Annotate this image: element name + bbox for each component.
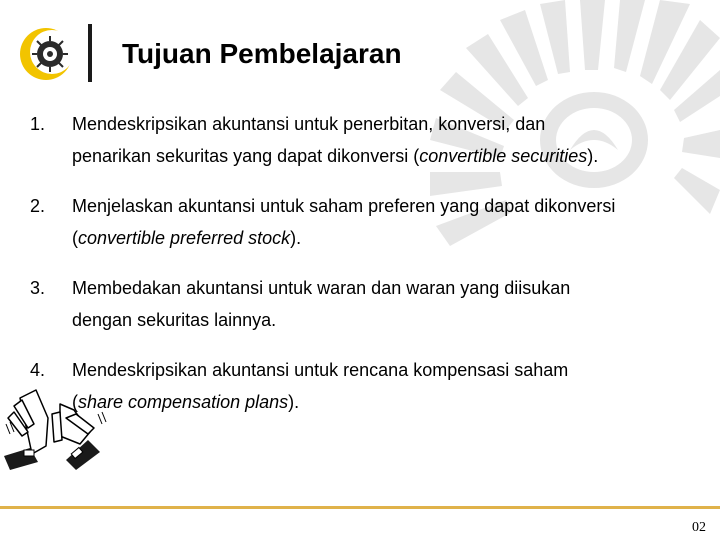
item-number: 3. bbox=[30, 278, 46, 298]
item-text: Membedakan akuntansi untuk waran dan waran yang diisukan dengan sekuritas lainnya. bbox=[72, 278, 571, 330]
university-logo-icon bbox=[14, 24, 76, 84]
item-number: 4. bbox=[30, 360, 46, 380]
title-divider bbox=[88, 24, 92, 82]
list-item bbox=[30, 272, 620, 336]
item-text: Mendeskripsikan akuntansi untuk rencana kompensasi saham (share compensation plans). bbox=[72, 360, 569, 412]
clapping-hands-icon bbox=[2, 384, 110, 474]
item-number: 2. bbox=[30, 196, 46, 216]
item-text: Menjelaskan akuntansi untuk saham preferen yang dapat dikonversi (convertible preferred stock). bbox=[72, 196, 616, 248]
page-number: 02 bbox=[692, 520, 706, 535]
list-item bbox=[30, 108, 620, 172]
objectives-list bbox=[30, 108, 620, 436]
item-number: 1. bbox=[30, 114, 46, 134]
page-title: Tujuan Pembelajaran bbox=[122, 38, 402, 69]
list-item bbox=[30, 354, 620, 418]
footer-divider bbox=[0, 506, 720, 509]
list-item bbox=[30, 190, 620, 254]
item-text: Mendeskripsikan akuntansi untuk penerbitan, konversi, dan penarikan sekuritas yang dapat dikonversi (convertible securities). bbox=[72, 114, 599, 166]
